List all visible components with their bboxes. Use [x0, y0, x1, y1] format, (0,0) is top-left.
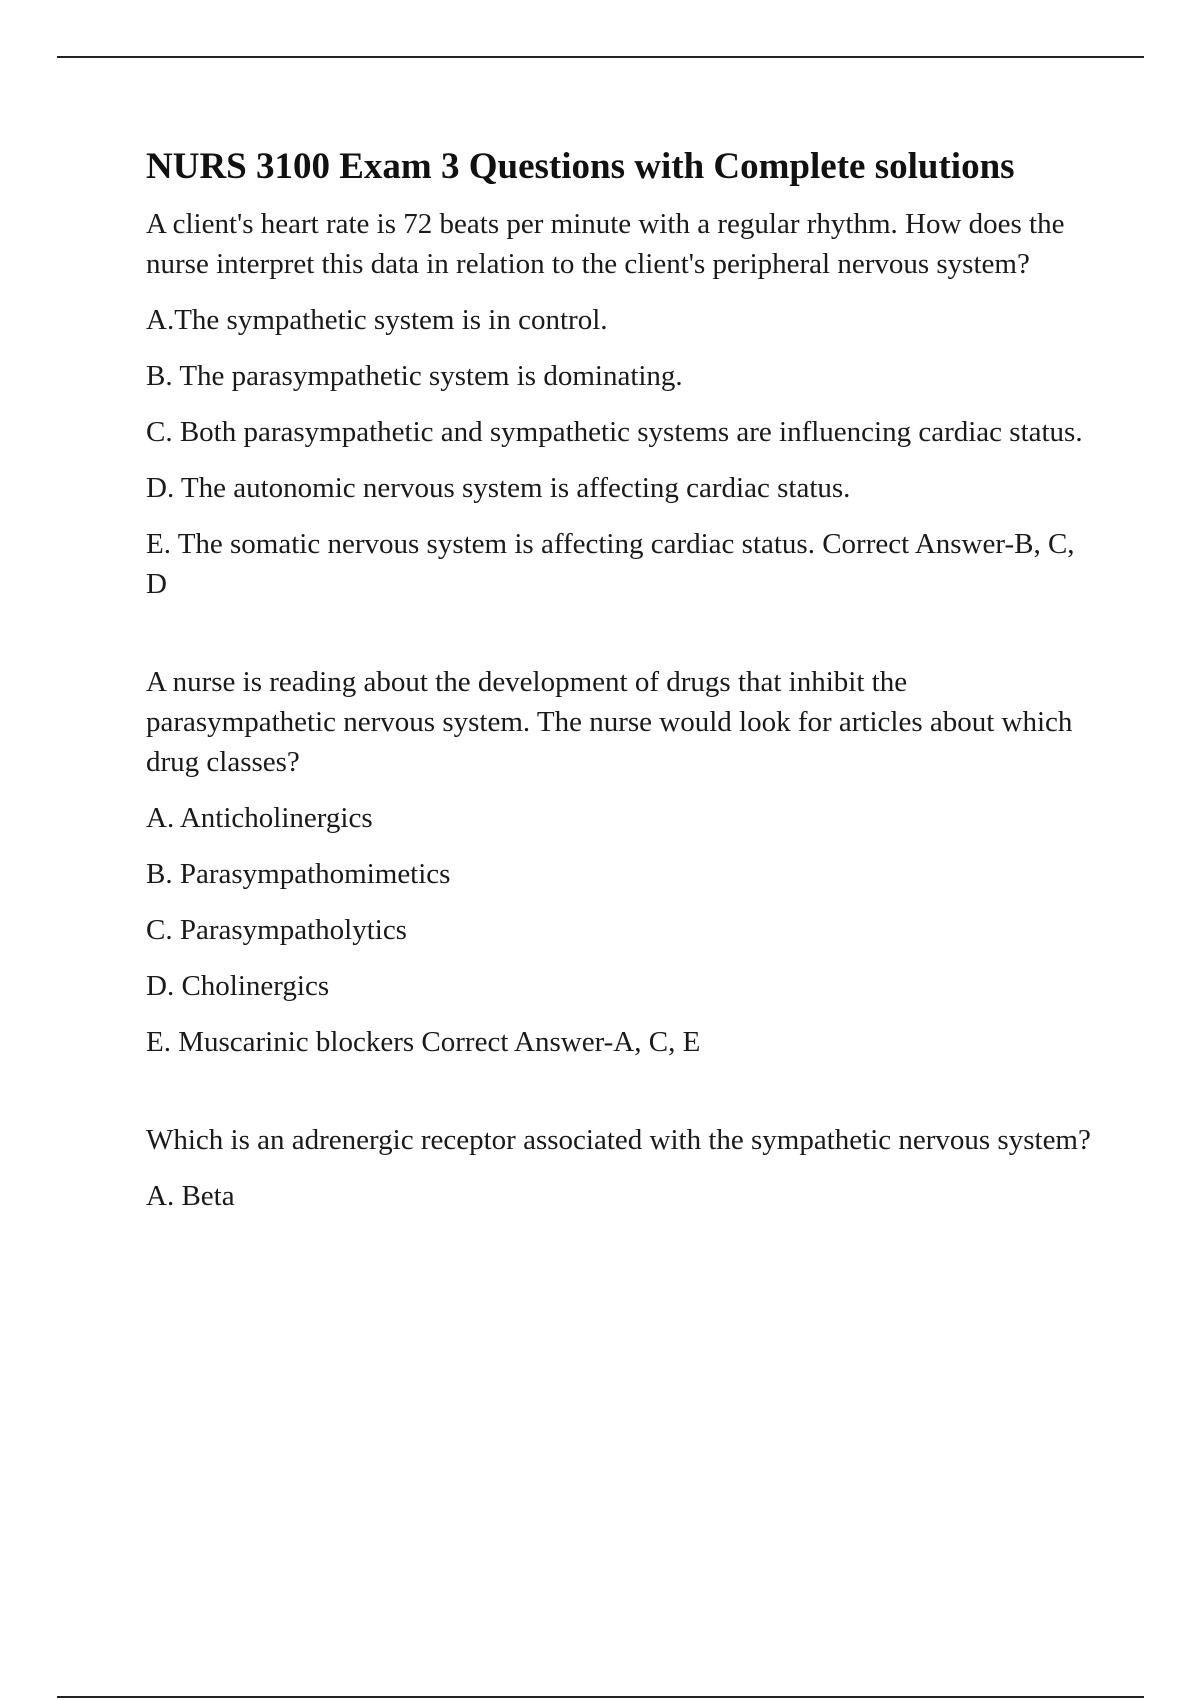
answer-option: D. Cholinergics [146, 970, 330, 1002]
answer-option: E. The somatic nervous system is affecting cardiac status. Correct Answer-B, C, D [146, 528, 1075, 600]
header-rule [57, 56, 1144, 58]
answer-option: B. The parasympathetic system is dominating. [146, 360, 683, 392]
question-1 [146, 204, 1096, 604]
answer-option: E. Muscarinic blockers Correct Answer-A, C, E [146, 1026, 701, 1058]
answer-option: C. Both parasympathetic and sympathetic systems are influencing cardiac status. [146, 416, 1083, 448]
answer-option: B. Parasympathomimetics [146, 858, 451, 890]
answer-option: A. Anticholinergics [146, 802, 373, 834]
question-3 [146, 1120, 1096, 1216]
question-text: A nurse is reading about the development of drugs that inhibit the parasympathetic nervous system. The nurse would look for articles about which drug classes? [146, 666, 1073, 778]
answer-option: A. Beta [146, 1180, 235, 1212]
answer-option: C. Parasympatholytics [146, 914, 407, 946]
footer-rule [57, 1696, 1144, 1698]
answer-option: D. The autonomic nervous system is affecting cardiac status. [146, 472, 851, 504]
answer-option: A.The sympathetic system is in control. [146, 304, 608, 336]
question-text: A client's heart rate is 72 beats per minute with a regular rhythm. How does the nurse interpret this data in relation to the client's peripheral nervous system? [146, 208, 1065, 280]
document-body [146, 142, 1096, 1232]
question-2 [146, 662, 1096, 1062]
question-text: Which is an adrenergic receptor associated with the sympathetic nervous system? [146, 1124, 1091, 1156]
document-title: NURS 3100 Exam 3 Questions with Complete solutions [146, 146, 1015, 187]
